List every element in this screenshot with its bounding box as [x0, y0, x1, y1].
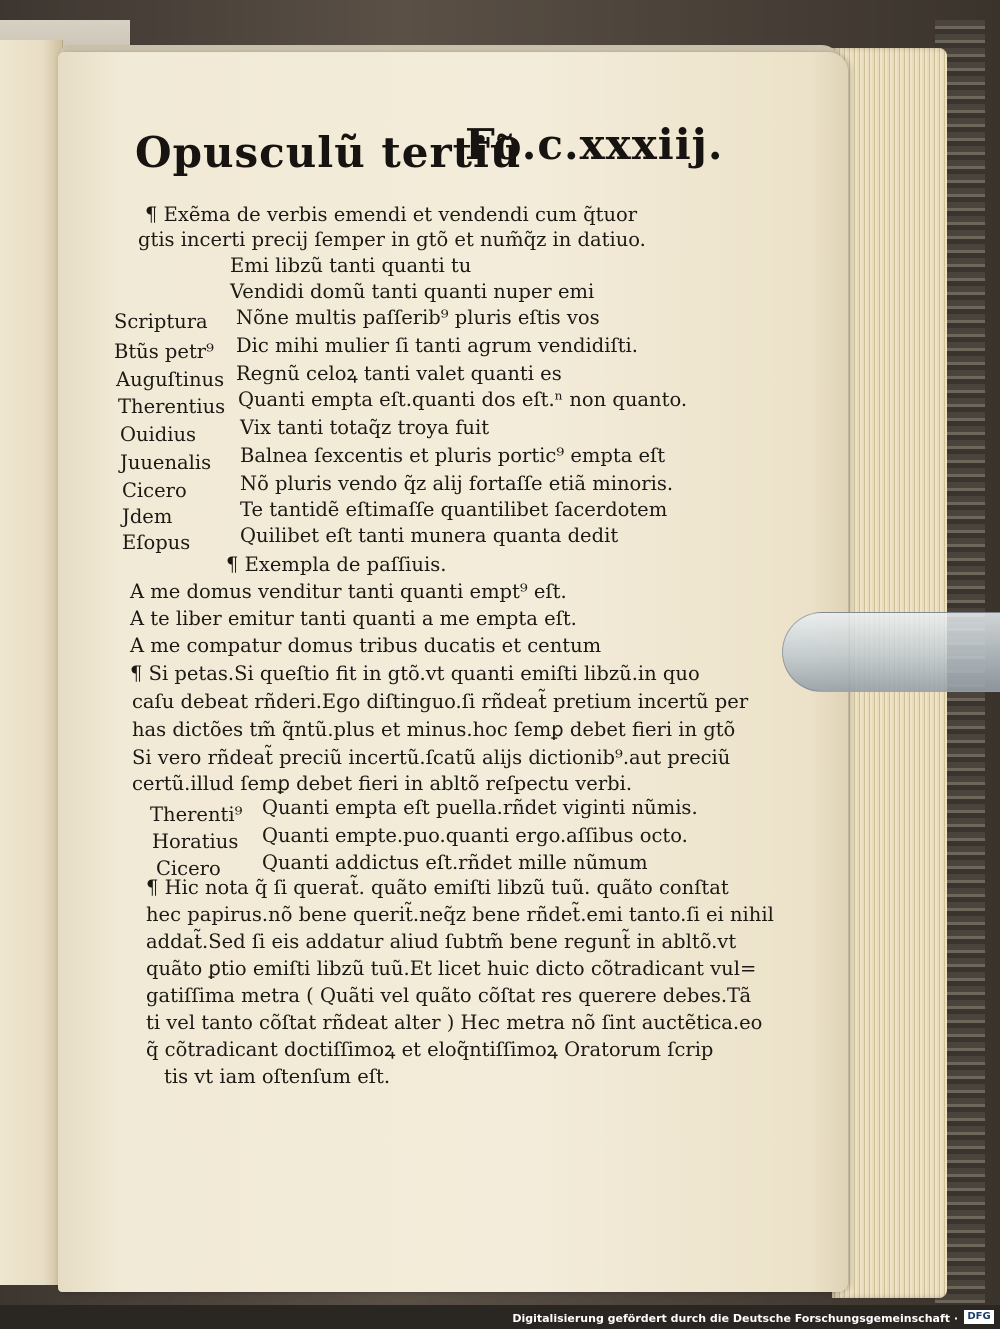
quote-author: Eſopus — [122, 531, 191, 554]
example-line-2: Vendidi domũ tanti quanti nuper emi — [230, 280, 595, 303]
intro-line-2: gtis incerti precij ſemper in gtõ et num̃q̃z in datiuo. — [138, 228, 646, 251]
quote-text: Nõne multis paſſerib⁹ pluris eſtis vos — [236, 306, 600, 329]
quote-author: Auguſtinus — [116, 368, 225, 391]
running-title: Opusculũ tertiũ — [135, 128, 522, 177]
passive-line-2: A te liber emitur tanti quanti a me empta eſt. — [130, 607, 577, 630]
quote-text: Te tantidẽ eſtimaſſe quantilibet ſacerdotem — [240, 498, 668, 521]
intro-line-1: ¶ Exẽma de verbis emendi et vendendi cum q̃tuor — [145, 203, 638, 226]
quote-author: Btũs petr⁹ — [114, 340, 214, 363]
paragraph-line: q̃ cõtradicant doctiſſimoꝝ et eloq̃ntiſſimoꝝ Oratorum ſcrip — [146, 1038, 714, 1061]
quote-text: Vix tanti totaq̃z troya fuit — [240, 416, 490, 439]
paragraph-line: caſu debeat rñderi.Ego diſtinguo.ſi rñdeat̃ pretium incertũ per — [132, 690, 749, 713]
quote-text: Quanti empta eſt puella.rñdet viginti nũmis. — [262, 796, 698, 819]
paragraph-line: hec papirus.nõ bene querit̃.neq̃z bene rñdet̃.emi tanto.ſi ei nihil — [146, 903, 774, 926]
quote-author: Scriptura — [114, 310, 208, 333]
paragraph-line: gatiſſima metra ( Quãti vel quãto cõſtat res querere debes.Tã — [146, 984, 752, 1007]
paragraph-line: has dictões tm̃ q̃ntũ.plus et minus.hoc ſemꝑ debet fieri in gtõ — [132, 718, 736, 741]
quote-text: Balnea ſexcentis et pluris portic⁹ empta eſt — [240, 444, 666, 467]
quote-text: Quanti addictus eſt.rñdet mille nũmum — [262, 851, 648, 874]
dfg-logo: DFG — [964, 1310, 994, 1324]
quote-author: Therentius — [118, 395, 226, 418]
quote-author: Juuenalis — [120, 451, 212, 474]
quote-text: Nõ pluris vendo q̃z alij fortaſſe etiã minoris. — [240, 472, 674, 495]
quote-author: Horatius — [152, 830, 239, 853]
page-clamp — [782, 612, 1000, 692]
folio-number: Fo.c.xxxiij. — [465, 120, 724, 169]
paragraph-line: Si vero rñdeat̃ preciũ incertũ.ſcatũ alijs dictionib⁹.aut preciũ — [132, 746, 731, 769]
quote-author: Jdem — [122, 505, 173, 528]
paragraph-line: ¶ Hic nota q̃ ſi querat̃. quãto emiſti libzũ tuũ. quãto conſtat — [146, 876, 729, 899]
quote-text: Quilibet eſt tanti munera quanta dedit — [240, 524, 619, 547]
quote-text: Regnũ celoꝝ tanti valet quanti es — [236, 362, 562, 385]
section-heading-passive: ¶ Exempla de paſſiuis. — [226, 553, 447, 576]
digitization-credit: Digitalisierung gefördert durch die Deutsche Forschungsgemeinschaft · — [512, 1312, 958, 1325]
paragraph-line: quãto ꝑtio emiſti libzũ tuũ.Et licet huic dicto cõtradicant vul= — [146, 957, 757, 980]
paragraph-line: tis vt iam oſtenſum eſt. — [164, 1065, 391, 1088]
quote-author: Therenti⁹ — [150, 803, 243, 826]
paragraph-line: certũ.illud ſemꝑ debet fieri in abltõ reſpectu verbi. — [132, 772, 633, 795]
example-line-1: Emi libzũ tanti quanti tu — [230, 254, 472, 277]
left-page — [0, 40, 63, 1285]
quote-author: Ouidius — [120, 423, 197, 446]
paragraph-line: addat̃.Sed ſi eis addatur aliud ſubtm̃ bene regunt̃ in abltõ.vt — [146, 930, 737, 953]
quote-text: Dic mihi mulier ſi tanti agrum vendidiſti. — [236, 334, 638, 357]
quote-author: Cicero — [122, 479, 187, 502]
quote-text: Quanti empte.puo.quanti ergo.aſſibus octo. — [262, 824, 688, 847]
quote-author: Cicero — [156, 857, 221, 880]
paragraph-line: ti vel tanto cõſtat rñdeat alter ) Hec metra nõ ſint auctẽtica.eo — [146, 1011, 763, 1034]
running-header — [135, 120, 724, 177]
paragraph-line: ¶ Si petas.Si queſtio fit in gtõ.vt quanti emiſti libzũ.in quo — [130, 662, 700, 685]
passive-line-3: A me compatur domus tribus ducatis et centum — [130, 634, 602, 657]
passive-line-1: A me domus venditur tanti quanti empt⁹ eſt. — [130, 580, 567, 603]
quote-text: Quanti empta eſt.quanti dos eſt.ⁿ non quanto. — [238, 388, 688, 411]
